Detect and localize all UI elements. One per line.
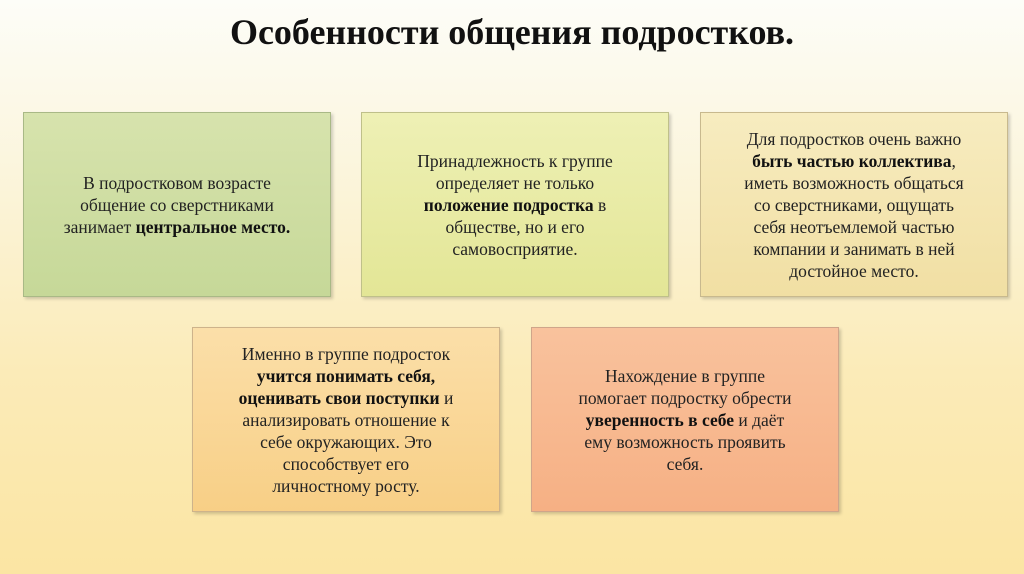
emphasis-text: положение подростка [423, 194, 594, 215]
info-box-line [239, 475, 454, 497]
info-box-group-belonging [361, 112, 669, 297]
info-box-line [239, 343, 454, 365]
line-text: в [593, 194, 607, 215]
info-box-line [744, 216, 963, 238]
line-text: Именно в группе подросток [241, 343, 451, 364]
info-box-line [239, 453, 454, 475]
info-box-self-confidence [531, 327, 839, 512]
info-box-line [744, 150, 963, 172]
info-box-line [744, 172, 963, 194]
line-text: себя. [666, 453, 704, 474]
line-text: Принадлежность к группе [417, 150, 613, 171]
line-text: В подростковом возрасте [83, 172, 271, 193]
info-box-line [744, 260, 963, 282]
info-box-line [579, 431, 792, 453]
info-box-line [744, 194, 963, 216]
line-text: , [951, 150, 956, 171]
line-text: помогает подростку обрести [578, 387, 792, 408]
info-box-line [239, 387, 454, 409]
info-box-line [579, 453, 792, 475]
line-text: и [439, 387, 454, 408]
info-box-text [64, 172, 291, 238]
info-box-line [417, 172, 613, 194]
line-text: компании и занимать в ней [753, 238, 955, 259]
info-box-collective [700, 112, 1008, 297]
line-text: самовосприятие. [452, 238, 578, 259]
emphasis-text: учится понимать себя, [256, 365, 436, 386]
info-box-line [417, 194, 613, 216]
line-text: достойное место. [789, 260, 919, 281]
info-box-self-understanding [192, 327, 500, 512]
info-box-line [744, 238, 963, 260]
emphasis-text: центральное место. [135, 216, 291, 237]
info-box-text [579, 365, 792, 475]
emphasis-text: уверенность в себе [585, 409, 735, 430]
line-text: ему возможность проявить [584, 431, 786, 452]
info-box-text [744, 128, 963, 282]
line-text: общение со сверстниками [80, 194, 274, 215]
line-text: иметь возможность общаться [744, 172, 964, 193]
info-box-line [239, 431, 454, 453]
line-text: занимает [63, 216, 136, 237]
line-text: обществе, но и его [445, 216, 585, 237]
info-box-line [579, 365, 792, 387]
info-box-line [417, 150, 613, 172]
line-text: со сверстниками, ощущать [753, 194, 955, 215]
line-text: себе окружающих. Это [260, 431, 432, 452]
line-text: и даёт [734, 409, 785, 430]
line-text: способствует его [282, 453, 410, 474]
emphasis-text: оценивать свои поступки [238, 387, 440, 408]
line-text: определяет не только [435, 172, 595, 193]
line-text: анализировать отношение к [242, 409, 450, 430]
info-box-line [64, 194, 291, 216]
info-box-line [64, 216, 291, 238]
info-box-central-place [23, 112, 331, 297]
slide-title: Особенности общения подростков. [229, 12, 795, 52]
info-box-line [239, 365, 454, 387]
info-box-line [744, 128, 963, 150]
info-box-line [239, 409, 454, 431]
line-text: личностному росту. [272, 475, 420, 496]
line-text: себя неотъемлемой частью [753, 216, 955, 237]
info-box-line [417, 216, 613, 238]
info-box-line [579, 409, 792, 431]
info-box-text [239, 343, 454, 497]
line-text: Нахождение в группе [604, 365, 765, 386]
info-box-line [417, 238, 613, 260]
info-box-line [579, 387, 792, 409]
info-box-line [64, 172, 291, 194]
line-text: Для подростков очень важно [746, 128, 962, 149]
emphasis-text: быть частью коллектива [752, 150, 952, 171]
info-box-text [417, 150, 613, 260]
